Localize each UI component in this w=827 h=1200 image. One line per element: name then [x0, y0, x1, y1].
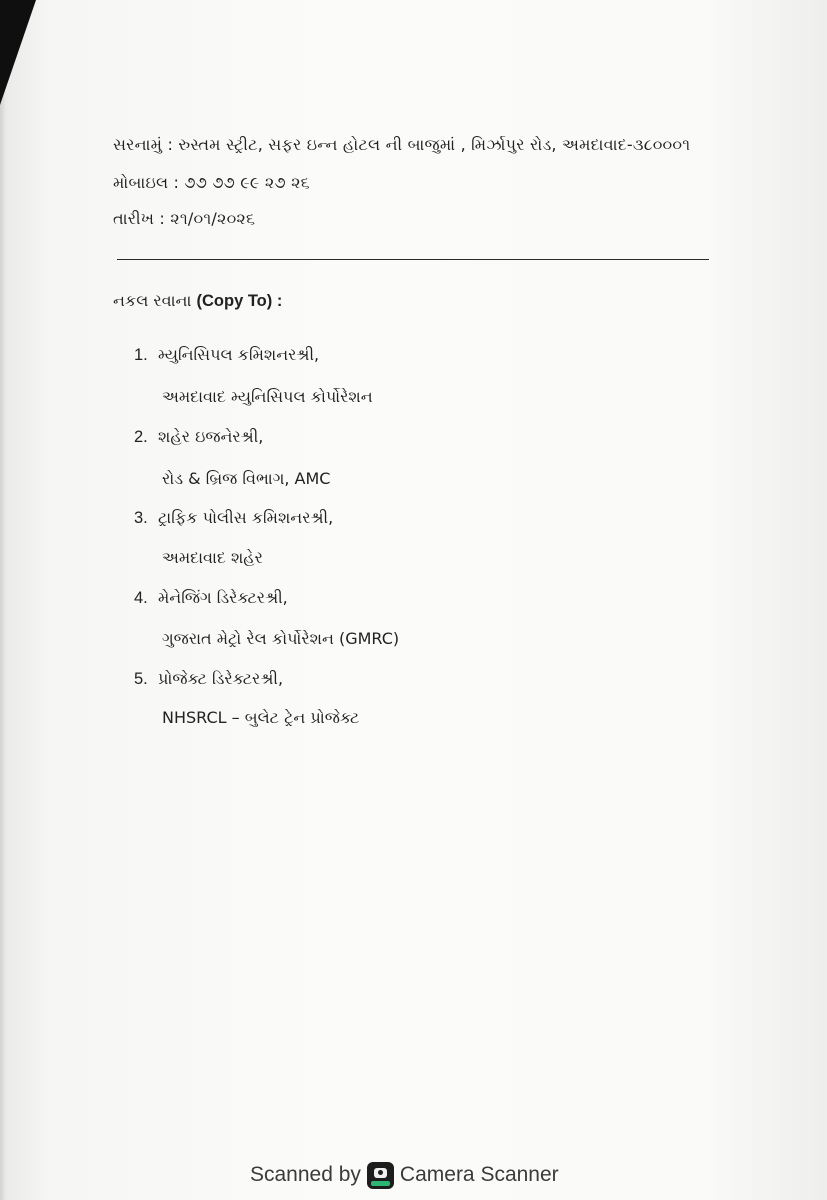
scanner-app-name: Camera Scanner [399, 1163, 559, 1186]
date-line: તારીખ : ૨૧/૦૧/૨૦૨૬ [113, 209, 256, 228]
item-number: 5. [134, 670, 148, 688]
item-subtitle: અમદાવાદ શહેર [162, 548, 263, 567]
scanned-by-label: Scanned by [250, 1163, 361, 1186]
address-line: સરનામું : રુસ્તમ સ્ટ્રીટ, સફર ઇન્ન હોટલ ની બાજુમાં , મિર્ઝાપુર રોડ, અમદાવાદ-૩૮૦૦૦૧ [113, 135, 691, 154]
item-number: 1. [134, 346, 148, 364]
list-item [134, 426, 263, 448]
item-subtitle: રોડ & બ્રિજ વિભાગ, AMC [162, 469, 331, 488]
item-subtitle: NHSRCL – બુલેટ ટ્રેન પ્રોજેક્ટ [162, 708, 360, 727]
item-number: 2. [134, 428, 148, 446]
page-edge [0, 0, 6, 1200]
item-number: 4. [134, 589, 148, 607]
separator-rule [117, 259, 709, 260]
copy-to-heading-en: (Copy To) : [196, 292, 283, 310]
scanner-watermark [250, 1160, 559, 1190]
folded-corner [0, 0, 36, 105]
item-subtitle: ગુજરાત મેટ્રો રેલ કોર્પોરેશન (GMRC) [162, 629, 400, 648]
item-title: શહેર ઇજનેરશ્રી, [158, 427, 264, 446]
list-item [134, 668, 283, 690]
list-item [134, 587, 288, 609]
camera-scanner-icon [367, 1162, 394, 1189]
item-title: મેનેજિંગ ડિરેક્ટરશ્રી, [158, 588, 288, 607]
item-number: 3. [134, 509, 148, 527]
item-title: પ્રોજેક્ટ ડિરેક્ટરશ્રી, [158, 669, 284, 688]
list-item [134, 344, 319, 366]
copy-to-heading-gu: નકલ રવાના [113, 291, 192, 310]
list-item [134, 507, 333, 529]
mobile-line: મોબાઇલ : ૭૭ ૭૭ ૯૯ ૨૭ ૨૬ [113, 173, 310, 192]
item-title: મ્યુનિસિપલ કમિશનરશ્રી, [158, 345, 320, 364]
copy-to-heading [113, 290, 282, 312]
item-title: ટ્રાફિક પોલીસ કમિશનરશ્રી, [158, 508, 334, 527]
item-subtitle: અમદાવાદ મ્યુનિસિપલ કોર્પોરેશન [162, 387, 373, 406]
